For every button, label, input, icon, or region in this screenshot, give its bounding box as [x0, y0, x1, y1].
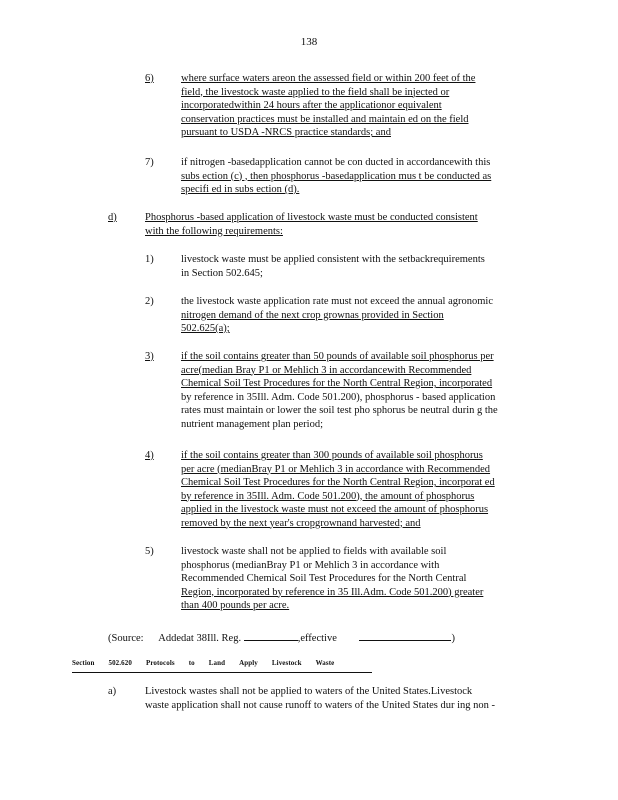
section-title-word: Livestock	[271, 659, 302, 667]
item-number: 5)	[145, 546, 154, 557]
item-line: rates must maintain or lower the soil test pho sphorus be neutral durin g the	[181, 405, 498, 416]
item-line: Chemical Soil Test Procedures for the North Central Region, incorporated	[181, 378, 493, 389]
item-line: applied in the livestock waste must not exceed the amount of phosphorus	[181, 504, 489, 515]
source-text: Addedat 38Ill. Reg.	[158, 633, 242, 644]
item-line: pursuant to USDA -NRCS practice standards; and	[181, 127, 391, 138]
source-note	[108, 630, 528, 646]
item-number: d)	[108, 212, 117, 223]
list-item-6	[145, 72, 530, 140]
list-item-a	[108, 685, 528, 712]
item-line: livestock waste shall not be applied to fields with available soil	[181, 546, 447, 557]
item-line: nutrient management plan period;	[181, 418, 323, 430]
list-item-4	[145, 449, 530, 530]
item-line: Livestock wastes shall not be applied to waters of the United States.Livestock	[145, 686, 473, 697]
item-line: Region, incorporated by reference in 35 Ill.Adm. Code 501.200) greater	[181, 586, 484, 598]
item-line: where surface waters areon the assessed field or within 200 feet of the	[181, 73, 476, 84]
item-line: if nitrogen -basedapplication cannot be con ducted in accordancewith this	[181, 157, 491, 168]
section-label: Section	[72, 659, 95, 667]
section-title-word: Waste	[315, 659, 335, 667]
item-line: the livestock waste application rate must not exceed the annual agronomic	[181, 296, 493, 307]
section-title-word: Apply	[239, 659, 258, 667]
item-line: nitrogen demand of the next crop grownas provided in Section	[181, 309, 444, 321]
item-line: specifi ed in subs ection (d).	[181, 184, 300, 195]
item-number: 2)	[145, 296, 154, 307]
item-line: by reference in 35Ill. Adm. Code 501.200), the amount of phosphorus	[181, 490, 475, 502]
item-line: removed by the next year's cropgrownand harvested; and	[181, 517, 421, 529]
item-line: if the soil contains greater than 50 pounds of available soil phosphorus per	[181, 351, 494, 362]
item-line: in Section 502.645;	[181, 267, 263, 279]
item-line: Chemical Soil Test Procedures for the North Central Region, incorporat ed	[181, 477, 495, 488]
item-line: subs ection (c) , then phosphorus -basedapplication mus t be conducted as	[181, 170, 492, 182]
item-line: than 400 pounds per acre.	[181, 600, 290, 611]
effective-date-blank	[359, 630, 451, 641]
item-line: per acre (medianBray P1 or Mehlich 3 in accordance with Recommended	[181, 463, 491, 475]
section-title-word: to	[188, 659, 195, 667]
register-blank	[244, 630, 298, 641]
item-line: field, the livestock waste applied to the field shall be injected or	[181, 86, 450, 98]
item-number: a)	[108, 686, 117, 697]
section-number: 502.620	[108, 659, 132, 667]
section-title-word: Protocols	[145, 659, 175, 667]
page-number: 138	[300, 36, 318, 48]
item-number: 4)	[145, 450, 154, 461]
item-line: Phosphorus -based application of livestock waste must be conducted consistent	[145, 212, 478, 223]
section-heading	[72, 657, 372, 673]
item-line: incorporatedwithin 24 hours after the applicationor equivalent	[181, 100, 442, 111]
source-effective: ,effective	[297, 633, 337, 644]
source-close: )	[451, 633, 455, 644]
item-number: 6)	[145, 73, 154, 84]
item-line: by reference in 35Ill. Adm. Code 501.200), phosphorus - based application	[181, 391, 496, 403]
item-line: Recommended Chemical Soil Test Procedures for the North Central	[181, 573, 467, 584]
section-title-word: Land	[208, 659, 226, 667]
list-item-d	[108, 211, 528, 238]
list-item-1	[145, 253, 530, 280]
item-line: if the soil contains greater than 300 pounds of available soil phosphorus	[181, 450, 483, 461]
list-item-5	[145, 545, 530, 613]
list-item-7	[145, 156, 530, 197]
item-line: conservation practices must be installed and maintain ed on the field	[181, 113, 469, 125]
item-number: 1)	[145, 254, 154, 265]
list-item-2	[145, 295, 530, 336]
item-line: phosphorus (medianBray P1 or Mehlich 3 in accordance with	[181, 559, 440, 571]
item-line: with the following requirements:	[145, 225, 283, 237]
item-line: waste application shall not cause runoff to waters of the United States dur ing non -	[145, 699, 496, 711]
item-line: acre(median Bray P1 or Mehlich 3 in accordancewith Recommended	[181, 364, 472, 376]
source-open: (Source:	[108, 633, 144, 644]
item-number: 7)	[145, 157, 154, 168]
list-item-3	[145, 350, 530, 431]
item-number: 3)	[145, 351, 154, 362]
item-line: 502.625(a);	[181, 323, 230, 334]
item-line: livestock waste must be applied consistent with the setbackrequirements	[181, 254, 485, 265]
